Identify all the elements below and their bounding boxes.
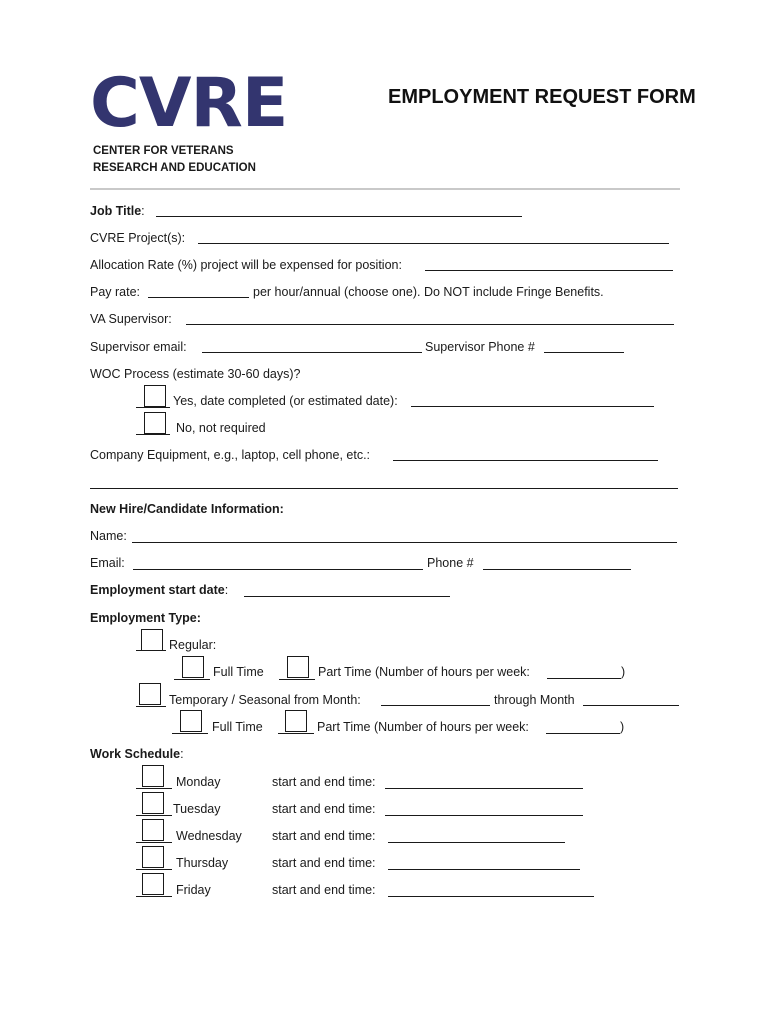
woc-no-label: No, not required: [176, 421, 266, 435]
supervisor-email-label: Supervisor email:: [90, 340, 187, 354]
phone-label: Phone #: [427, 556, 474, 570]
email-label: Email:: [90, 556, 125, 570]
friday-checkbox[interactable]: [142, 873, 164, 895]
regular-full-time-label: Full Time: [213, 665, 264, 679]
start-date-label: Employment start date:: [90, 583, 229, 597]
equipment-label: Company Equipment, e.g., laptop, cell phone, etc.:: [90, 448, 371, 462]
temporary-full-time-checkbox[interactable]: [180, 710, 202, 732]
monday-checkbox[interactable]: [142, 765, 164, 787]
employment-type-heading: Employment Type:: [90, 611, 201, 625]
wednesday-time-field[interactable]: [388, 842, 565, 843]
org-name-line1: CENTER FOR VETERANS: [93, 145, 234, 157]
temporary-underline: [136, 706, 166, 707]
va-supervisor-label: VA Supervisor:: [90, 312, 172, 326]
pay-rate-label: Pay rate:: [90, 285, 141, 299]
temporary-part-time-checkbox[interactable]: [285, 710, 307, 732]
temporary-through-month-field[interactable]: [583, 705, 679, 706]
tuesday-underline: [136, 815, 172, 816]
friday-time-label: start and end time:: [272, 883, 376, 897]
temporary-full-time-label: Full Time: [212, 720, 263, 734]
work-schedule-heading: Work Schedule:: [90, 747, 184, 761]
equipment-field-2[interactable]: [90, 488, 678, 489]
through-month-label: through Month: [494, 693, 575, 707]
woc-no-checkbox[interactable]: [144, 412, 166, 434]
friday-label: Friday: [176, 883, 211, 897]
job-title-label: Job Title:: [90, 204, 145, 218]
org-name-line2: RESEARCH AND EDUCATION: [93, 162, 256, 174]
supervisor-phone-label: Supervisor Phone #: [425, 340, 535, 354]
pay-rate-field[interactable]: [148, 297, 249, 298]
thursday-checkbox[interactable]: [142, 846, 164, 868]
temporary-hours-field[interactable]: [546, 733, 620, 734]
thursday-time-label: start and end time:: [272, 856, 376, 870]
woc-yes-checkbox[interactable]: [144, 385, 166, 407]
candidate-heading: New Hire/Candidate Information:: [90, 502, 284, 516]
thursday-time-field[interactable]: [388, 869, 580, 870]
allocation-field[interactable]: [425, 270, 673, 271]
equipment-field[interactable]: [393, 460, 658, 461]
woc-no-underline: [136, 434, 170, 435]
tuesday-label: Tuesday: [173, 802, 221, 816]
name-field[interactable]: [132, 542, 677, 543]
temporary-full-time-underline: [172, 733, 208, 734]
woc-yes-label: Yes, date completed (or estimated date):: [173, 394, 398, 408]
regular-full-time-checkbox[interactable]: [182, 656, 204, 678]
woc-yes-underline: [136, 407, 170, 408]
thursday-underline: [136, 869, 172, 870]
monday-time-field[interactable]: [385, 788, 583, 789]
thursday-label: Thursday: [176, 856, 229, 870]
regular-checkbox[interactable]: [141, 629, 163, 651]
temporary-part-time-label: Part Time (Number of hours per week:: [317, 720, 529, 734]
friday-underline: [136, 896, 172, 897]
friday-time-field[interactable]: [388, 896, 594, 897]
regular-hours-field[interactable]: [547, 678, 621, 679]
regular-part-time-underline: [279, 679, 315, 680]
woc-date-field[interactable]: [411, 406, 654, 407]
name-label: Name:: [90, 529, 127, 543]
regular-part-time-label: Part Time (Number of hours per week:: [318, 665, 530, 679]
monday-underline: [136, 788, 172, 789]
projects-field[interactable]: [198, 243, 669, 244]
wednesday-checkbox[interactable]: [142, 819, 164, 841]
header-divider: [90, 188, 680, 190]
wednesday-label: Wednesday: [176, 829, 242, 843]
start-date-field[interactable]: [244, 596, 450, 597]
temporary-close-paren: ): [620, 720, 625, 734]
supervisor-email-field[interactable]: [202, 352, 422, 353]
wednesday-underline: [136, 842, 172, 843]
allocation-label: Allocation Rate (%) project will be expensed for position:: [90, 258, 402, 272]
temporary-label: Temporary / Seasonal from Month:: [169, 693, 361, 707]
woc-label: WOC Process (estimate 30-60 days)?: [90, 367, 301, 381]
regular-close-paren: ): [621, 665, 626, 679]
cvre-logo: CVRE: [90, 64, 288, 143]
regular-part-time-checkbox[interactable]: [287, 656, 309, 678]
phone-field[interactable]: [483, 569, 631, 570]
tuesday-time-label: start and end time:: [272, 802, 376, 816]
form-title: EMPLOYMENT REQUEST FORM: [388, 86, 696, 108]
projects-label: CVRE Project(s):: [90, 231, 186, 245]
va-supervisor-field[interactable]: [186, 324, 674, 325]
monday-label: Monday: [176, 775, 221, 789]
email-field[interactable]: [133, 569, 423, 570]
temporary-part-time-underline: [278, 733, 314, 734]
tuesday-checkbox[interactable]: [142, 792, 164, 814]
pay-rate-suffix: per hour/annual (choose one). Do NOT include Fringe Benefits.: [253, 285, 604, 299]
monday-time-label: start and end time:: [272, 775, 376, 789]
regular-label: Regular:: [169, 638, 217, 652]
job-title-field[interactable]: [156, 216, 522, 217]
regular-full-time-underline: [174, 679, 210, 680]
supervisor-phone-field[interactable]: [544, 352, 624, 353]
temporary-checkbox[interactable]: [139, 683, 161, 705]
temporary-from-month-field[interactable]: [381, 705, 490, 706]
tuesday-time-field[interactable]: [385, 815, 583, 816]
wednesday-time-label: start and end time:: [272, 829, 376, 843]
